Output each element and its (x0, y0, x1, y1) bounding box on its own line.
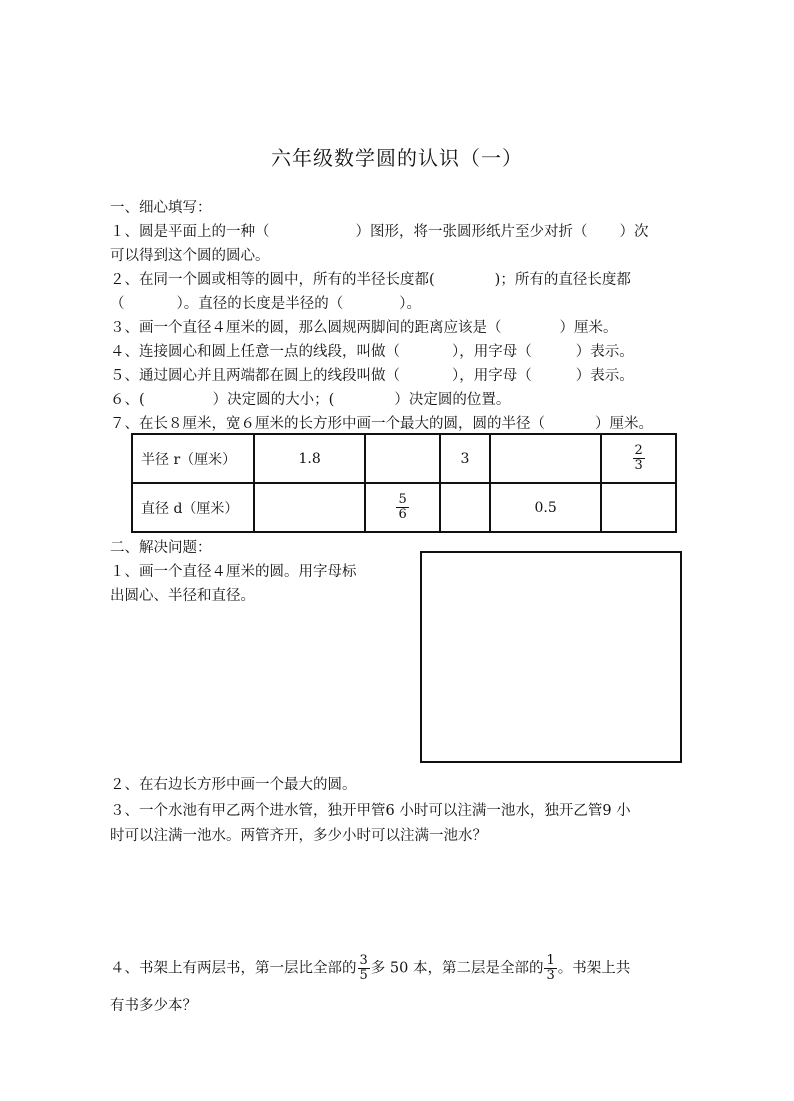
q3-text-b: ）厘米。 (559, 320, 618, 336)
radius-cell (490, 434, 601, 483)
diameter-label: 直径 d（厘米） (132, 483, 254, 532)
question-5 (110, 366, 634, 386)
q5-text-a: ５、通过圆心并且两端都在圆上的线段叫做（ (110, 368, 400, 384)
q1-text-a: １、圆是平面上的一种（ (110, 224, 270, 240)
fraction-numerator: 3 (359, 953, 368, 968)
fraction-numerator: 1 (546, 953, 555, 968)
problem-4-cont: 有书多少本？ (110, 998, 197, 1014)
q5-text-b: ），用字母（ (452, 368, 532, 384)
table-row-diameter (132, 483, 676, 532)
diameter-cell: 0.5 (490, 483, 601, 532)
fraction-numerator: 5 (398, 492, 407, 507)
problem-3: ３、一个水池有甲乙两个进水管，独开甲管6 小时可以注满一池水，独开乙管9 小 (110, 803, 631, 819)
radius-cell: 3 (440, 434, 490, 483)
question-2-cont (110, 294, 421, 314)
table-row-radius (132, 434, 676, 483)
p4-text-a: ４、书架上有两层书，第一层比全部的 (110, 960, 357, 977)
question-1-cont: 可以得到这个圆的圆心。 (110, 248, 270, 264)
q4-text-c: ）表示。 (575, 344, 634, 360)
p4-text-b: 多 50 本，第二层是全部的 (370, 960, 544, 977)
q2-text-b: )；所有的直径长度都 (494, 272, 631, 288)
q7-text-b: ）厘米。 (595, 416, 653, 432)
question-2 (110, 270, 631, 290)
radius-cell (365, 434, 440, 483)
fraction-denominator: 6 (398, 507, 407, 522)
fraction-denominator: 3 (546, 968, 555, 983)
q7-text-a: ７、在长８厘米，宽６厘米的长方形中画一个最大的圆，圆的半径（ (110, 416, 545, 432)
q5-text-c: ）表示。 (575, 368, 634, 384)
q6-text-b: ）决定圆的大小；( (212, 392, 335, 408)
drawing-rectangle (420, 551, 682, 763)
radius-cell: 1.8 (254, 434, 365, 483)
diameter-cell (254, 483, 365, 532)
q6-text-a: ６、( (110, 392, 145, 408)
page-title: 六年级数学圆的认识（一） (271, 146, 523, 170)
q2-text-e: ）。 (399, 296, 421, 312)
question-3 (110, 318, 618, 338)
fraction (358, 954, 370, 983)
fraction-numerator: 2 (634, 443, 643, 458)
q2-text-c: （ (110, 296, 125, 312)
problem-3-cont: 时可以注满一池水。两管齐开，多少小时可以注满一池水？ (110, 828, 487, 844)
p4-text-c: 。书架上共 (557, 960, 631, 977)
question-4 (110, 342, 634, 362)
section-2-heading: 二、解决问题： (110, 540, 212, 556)
problem-1: １、画一个直径４厘米的圆。用字母标 (110, 564, 357, 580)
q2-text-a: ２、在同一个圆或相等的圆中，所有的半径长度都( (110, 272, 435, 288)
q4-text-b: ），用字母（ (452, 344, 532, 360)
problem-4 (110, 954, 630, 983)
problem-1-cont: 出圆心、半径和直径。 (110, 588, 255, 604)
question-7 (110, 414, 653, 434)
q1-text-b: ）图形，将一张圆形纸片至少对折（ (355, 224, 588, 240)
q2-text-d: ）。直径的长度是半径的（ (176, 296, 344, 312)
q3-text-a: ３、画一个直径４厘米的圆，那么圆规两脚间的距离应该是（ (110, 320, 502, 336)
q4-text-a: ４、连接圆心和圆上任意一点的线段，叫做（ (110, 344, 400, 360)
question-1 (110, 222, 649, 242)
fraction-denominator: 5 (359, 968, 368, 983)
q6-text-c: ）决定圆的位置。 (394, 392, 511, 408)
fraction (396, 493, 408, 522)
question-6 (110, 390, 510, 410)
radius-cell-fraction (601, 434, 676, 483)
radius-label: 半径 r（厘米） (132, 434, 254, 483)
radius-diameter-table (131, 433, 677, 533)
fraction (544, 954, 556, 983)
fraction-denominator: 3 (634, 458, 643, 473)
q1-text-c: ）次 (619, 224, 649, 240)
fraction (633, 444, 645, 473)
diameter-cell-fraction (365, 483, 440, 532)
section-1-heading: 一、细心填写： (110, 200, 212, 216)
problem-2: ２、在右边长方形中画一个最大的圆。 (110, 777, 357, 793)
diameter-cell (440, 483, 490, 532)
diameter-cell (601, 483, 676, 532)
